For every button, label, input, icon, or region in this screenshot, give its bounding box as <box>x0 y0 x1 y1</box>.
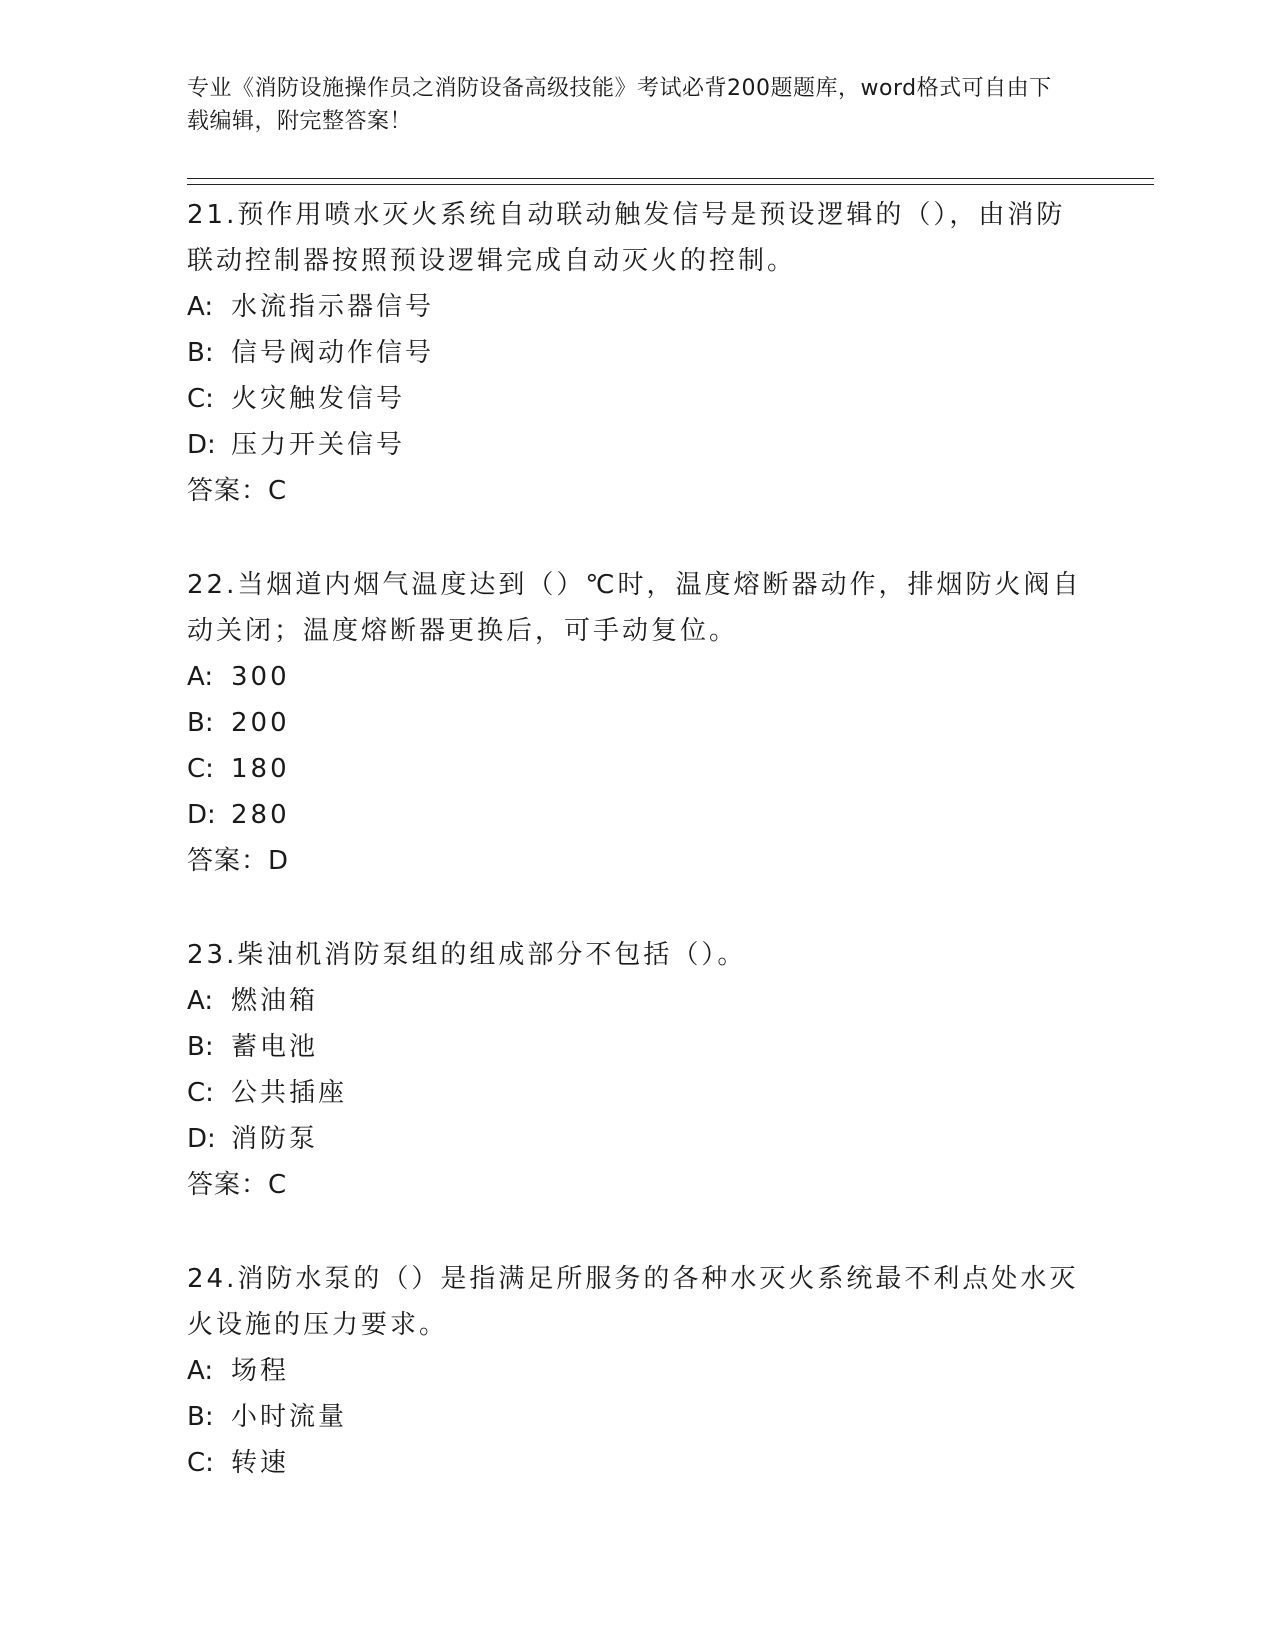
option-text: 蓄电池 <box>231 1032 319 1062</box>
option-a <box>187 1348 1087 1394</box>
option-text: 公共插座 <box>231 1078 348 1108</box>
option-b <box>187 330 1087 376</box>
question-list <box>187 192 1087 1534</box>
document-header: 专业《消防设施操作员之消防设备高级技能》考试必背200题题库，word格式可自由下载编辑，附完整答案！ <box>187 76 1052 134</box>
option-c <box>187 376 1087 422</box>
option-d <box>187 792 1087 838</box>
option-b <box>187 700 1087 746</box>
answer-line: 答案：C <box>187 1170 288 1200</box>
option-text: 280 <box>231 800 290 830</box>
option-text: 小时流量 <box>231 1402 348 1432</box>
option-c <box>187 1440 1087 1486</box>
option-letter: C: <box>187 1448 214 1478</box>
option-letter: C: <box>187 754 214 784</box>
option-letter: C: <box>187 384 214 414</box>
option-letter: A: <box>187 1356 214 1386</box>
option-text: 场程 <box>231 1356 290 1386</box>
question-stem: 23.柴油机消防泵组的组成部分不包括（）。 <box>187 940 747 970</box>
option-text: 信号阀动作信号 <box>231 338 435 368</box>
answer-line: 答案：D <box>187 846 290 876</box>
option-letter: D: <box>187 1124 216 1154</box>
header-double-rule <box>187 178 1154 185</box>
question-24 <box>187 1256 1087 1486</box>
option-b <box>187 1394 1087 1440</box>
option-letter: D: <box>187 430 216 460</box>
option-letter: A: <box>187 986 214 1016</box>
option-letter: C: <box>187 1078 214 1108</box>
option-text: 水流指示器信号 <box>231 292 435 322</box>
option-letter: B: <box>187 708 214 738</box>
option-letter: B: <box>187 1032 214 1062</box>
option-text: 180 <box>231 754 290 784</box>
option-letter: D: <box>187 800 216 830</box>
option-text: 消防泵 <box>231 1124 319 1154</box>
option-letter: A: <box>187 292 214 322</box>
option-d <box>187 1116 1087 1162</box>
option-letter: A: <box>187 662 214 692</box>
answer-line: 答案：C <box>187 476 288 506</box>
question-21 <box>187 192 1087 514</box>
option-text: 300 <box>231 662 290 692</box>
option-a <box>187 284 1087 330</box>
question-stem: 22.当烟道内烟气温度达到（）℃时，温度熔断器动作，排烟防火阀自动关闭；温度熔断器更换后，可手动复位。 <box>187 570 1082 646</box>
question-stem: 21.预作用喷水灭火系统自动联动触发信号是预设逻辑的（），由消防联动控制器按照预设逻辑完成自动灭火的控制。 <box>187 200 1066 276</box>
option-text: 燃油箱 <box>231 986 319 1016</box>
option-c <box>187 1070 1087 1116</box>
option-a <box>187 654 1087 700</box>
question-23 <box>187 932 1087 1208</box>
option-text: 压力开关信号 <box>231 430 406 460</box>
option-text: 火灾触发信号 <box>231 384 406 414</box>
option-d <box>187 422 1087 468</box>
option-letter: B: <box>187 1402 214 1432</box>
question-22 <box>187 562 1087 884</box>
option-c <box>187 746 1087 792</box>
option-b <box>187 1024 1087 1070</box>
option-text: 转速 <box>231 1448 290 1478</box>
option-letter: B: <box>187 338 214 368</box>
option-text: 200 <box>231 708 290 738</box>
option-a <box>187 978 1087 1024</box>
question-stem: 24.消防水泵的（）是指满足所服务的各种水灭火系统最不利点处水灭火设施的压力要求。 <box>187 1264 1079 1340</box>
